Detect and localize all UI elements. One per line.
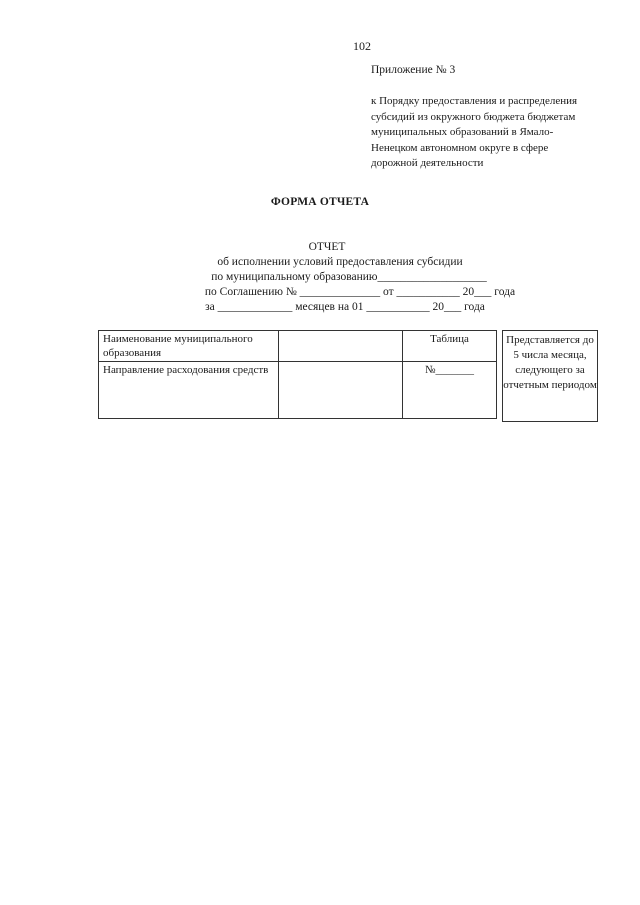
report-heading xyxy=(0,240,640,315)
appendix-reference-line: к Порядку предоставления и распределения xyxy=(371,95,578,107)
table-number: №_______ xyxy=(403,362,497,419)
submission-deadline-box: Представляется до 5 числа месяца, следующего за отчетным периодом xyxy=(502,330,598,422)
spending-direction-label: Направление расходования средств xyxy=(99,362,279,419)
report-title: ОТЧЕТ xyxy=(308,241,346,253)
appendix-title: Приложение № 3 xyxy=(371,64,456,76)
period-line: за _____________ месяцев на 01 ___________ 20___ года xyxy=(205,301,485,313)
page-number: 102 xyxy=(353,39,371,53)
report-subject: об исполнении условий предоставления субсидии xyxy=(217,256,463,268)
report-table xyxy=(98,330,521,419)
municipality-line: по муниципальному образованию___________________ xyxy=(211,271,487,283)
appendix-reference xyxy=(371,94,616,172)
municipality-name-value xyxy=(279,331,403,362)
appendix-reference-line: муниципальных образований в Ямало- xyxy=(371,126,554,139)
appendix-reference-line: Ненецком автономном округе в сфере xyxy=(371,141,549,154)
table-label: Таблица xyxy=(403,331,497,362)
appendix-reference-line: дорожной деятельности xyxy=(371,157,484,170)
table-row xyxy=(99,362,521,419)
municipality-name-label: Наименование муниципального образования xyxy=(99,331,279,362)
agreement-line: по Соглашению № ______________ от ___________ 20___ года xyxy=(204,286,516,298)
appendix-reference-line: субсидий из окружного бюджета бюджетам xyxy=(371,110,576,123)
table-row xyxy=(99,331,521,362)
spending-direction-value xyxy=(279,362,403,419)
form-title: ФОРМА ОТЧЕТА xyxy=(270,196,370,208)
